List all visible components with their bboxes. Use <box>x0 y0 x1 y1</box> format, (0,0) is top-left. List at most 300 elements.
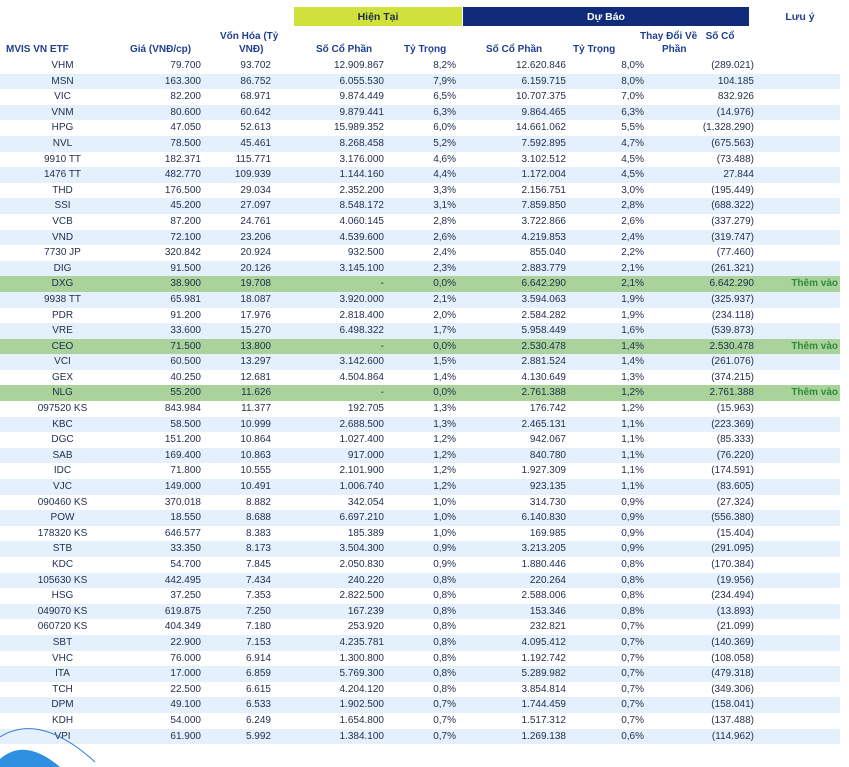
cell-price: 49.100 <box>125 697 205 713</box>
cell-note <box>758 74 840 90</box>
cell-shares-current: 15.989.352 <box>333 122 384 134</box>
cell-share-change: 2.530.478 <box>648 339 758 355</box>
cell-weight-forecast: 1,1% <box>570 448 648 464</box>
cell-share-change: (349.306) <box>711 683 754 695</box>
cell-weight-current: 1,3% <box>433 403 456 415</box>
cell-note <box>758 448 840 464</box>
cell-market-cap: 7.250 <box>205 604 275 620</box>
cell-shares-current: 8.548.172 <box>275 198 388 214</box>
cell-ticker: SBT <box>0 635 125 651</box>
cell-shares-current: 342.054 <box>347 496 384 508</box>
cell-note <box>758 214 840 230</box>
cell-note <box>758 604 840 620</box>
cell-weight-forecast: 5,5% <box>621 122 644 134</box>
cell-share-change: (261.076) <box>648 354 758 370</box>
cell-note <box>758 89 840 105</box>
table-row <box>0 74 840 90</box>
cell-market-cap: 45.461 <box>205 136 275 152</box>
cell-price: 82.200 <box>170 91 201 103</box>
cell-shares-current: 932.500 <box>347 247 384 259</box>
cell-weight-current: 3,3% <box>433 184 456 196</box>
cell-shares-current: 3.145.100 <box>275 261 388 277</box>
cell-ticker: 090460 KS <box>37 496 88 508</box>
cell-shares-forecast: 12.620.846 <box>515 60 566 71</box>
cell-share-change: (76.220) <box>648 448 758 464</box>
cell-weight-forecast: 0,7% <box>570 697 648 713</box>
cell-price: 54.000 <box>170 714 201 726</box>
cell-weight-current: 0,8% <box>388 573 460 589</box>
cell-shares-current: - <box>275 385 388 401</box>
cell-note <box>758 573 840 589</box>
cell-shares-forecast: 2.881.524 <box>460 354 570 370</box>
cell-weight-forecast: 0,9% <box>621 527 644 539</box>
cell-ticker: 7730 JP <box>44 247 81 259</box>
cell-share-change: (21.099) <box>716 621 754 633</box>
cell-ticker: POW <box>0 510 125 526</box>
cell-ticker: 060720 KS <box>37 621 88 633</box>
table-row <box>0 261 840 277</box>
cell-shares-forecast: 3.594.063 <box>460 292 570 308</box>
cell-shares-current: 8.268.458 <box>275 136 388 152</box>
cell-market-cap: 68.971 <box>240 91 271 103</box>
col-cap-line2: VNĐ) <box>239 44 264 55</box>
cell-market-cap: 15.270 <box>205 323 275 339</box>
cell-note <box>758 370 840 386</box>
cell-shares-current: 2.352.200 <box>339 184 384 196</box>
forecast-group-header: Dự Báo <box>463 7 749 26</box>
cell-note: Thêm vào <box>758 276 840 292</box>
cell-ticker: KDH <box>51 714 74 726</box>
cell-weight-forecast: 6,3% <box>570 105 648 121</box>
cell-note <box>758 401 840 417</box>
table-row <box>0 230 840 246</box>
cell-weight-forecast: 1,2% <box>621 403 644 415</box>
cell-share-change: (73.488) <box>716 153 754 165</box>
cell-weight-forecast: 3,0% <box>621 184 644 196</box>
cell-weight-current: 3,1% <box>388 198 460 214</box>
table-row <box>0 463 840 479</box>
cell-shares-forecast: 2.465.131 <box>460 417 570 433</box>
cell-share-change: 27.844 <box>648 167 758 183</box>
cell-share-change: (337.279) <box>711 215 754 227</box>
cell-weight-forecast: 8,0% <box>570 74 648 90</box>
cell-market-cap: 7.153 <box>205 635 275 651</box>
cell-shares-current: 917.000 <box>275 448 388 464</box>
cell-weight-forecast: 0,8% <box>621 559 644 570</box>
cell-weight-current: 0,8% <box>388 666 460 682</box>
cell-shares-current: 3.920.000 <box>275 292 388 308</box>
cell-market-cap: 19.708 <box>205 276 275 292</box>
cell-share-change: (291.095) <box>648 541 758 557</box>
cell-market-cap: 11.626 <box>205 385 275 401</box>
col-cap-line1: Vốn Hóa (Tỷ <box>220 31 279 42</box>
cell-weight-forecast: 1,1% <box>621 434 644 446</box>
cell-shares-current: 6.697.210 <box>275 510 388 526</box>
cell-note: Thêm vào <box>758 339 840 355</box>
cell-note <box>758 292 840 308</box>
cell-ticker: HSG <box>51 590 74 602</box>
cell-weight-forecast: 0,7% <box>621 652 644 664</box>
cell-note <box>758 682 840 698</box>
cell-weight-forecast: 0,7% <box>621 714 644 726</box>
cell-shares-current: 4.539.600 <box>275 230 388 246</box>
note-group-header: Lưu ý <box>785 10 815 23</box>
cell-ticker: GEX <box>51 371 74 383</box>
col-shares-now: Số Cổ Phần <box>316 44 373 55</box>
cell-weight-forecast: 1,6% <box>570 323 648 339</box>
cell-market-cap: 24.761 <box>240 215 271 227</box>
cell-weight-forecast: 7,0% <box>621 91 644 103</box>
cell-weight-current: 2,8% <box>433 215 456 227</box>
cell-price: 169.400 <box>125 448 205 464</box>
cell-price: 38.900 <box>125 276 205 292</box>
cell-shares-current: 3.176.000 <box>339 153 384 165</box>
cell-ticker: KDC <box>51 559 74 570</box>
cell-price: 72.100 <box>125 230 205 246</box>
cell-weight-current: 8,2% <box>433 60 456 71</box>
cell-weight-forecast: 0,7% <box>621 621 644 633</box>
cell-weight-forecast: 1,4% <box>570 339 648 355</box>
cell-shares-current: - <box>275 339 388 355</box>
cell-weight-current: 1,0% <box>433 527 456 539</box>
cell-price: 71.800 <box>170 465 201 477</box>
table-row <box>0 729 840 745</box>
cell-shares-current: 1.006.740 <box>275 479 388 495</box>
cell-shares-forecast: 855.040 <box>529 247 566 259</box>
cell-market-cap: 10.999 <box>205 417 275 433</box>
cell-ticker: ITA <box>0 666 125 682</box>
table-row <box>0 635 840 651</box>
cell-note <box>758 651 840 667</box>
cell-shares-forecast: 2.156.751 <box>521 184 566 196</box>
cell-shares-current: 185.389 <box>347 527 384 539</box>
table-row <box>0 495 840 511</box>
table-row <box>0 573 840 589</box>
cell-shares-forecast: 2.584.282 <box>521 309 566 321</box>
cell-market-cap: 115.771 <box>235 153 271 165</box>
cell-share-change: (19.956) <box>648 573 758 589</box>
cell-ticker: THD <box>52 184 73 196</box>
cell-ticker: NVL <box>0 136 125 152</box>
cell-share-change: (1.328.290) <box>702 122 754 134</box>
cell-price: 18.550 <box>125 510 205 526</box>
cell-ticker: KBC <box>0 417 125 433</box>
cell-weight-current: 1,2% <box>433 465 456 477</box>
cell-price: 320.842 <box>164 247 201 259</box>
cell-shares-forecast: 3.102.512 <box>521 153 566 165</box>
cell-price: 17.000 <box>125 666 205 682</box>
cell-ticker: DPM <box>0 697 125 713</box>
cell-shares-forecast: 6.642.290 <box>460 276 570 292</box>
col-ticker: MVIS VN ETF <box>6 44 69 55</box>
cell-weight-current: 0,8% <box>388 635 460 651</box>
cell-shares-forecast: 153.346 <box>460 604 570 620</box>
cell-share-change: (108.058) <box>711 652 754 664</box>
cell-shares-forecast: 2.761.388 <box>460 385 570 401</box>
cell-market-cap: 10.491 <box>205 479 275 495</box>
cell-weight-forecast: 1,1% <box>621 465 644 477</box>
cell-share-change: (77.460) <box>716 247 754 259</box>
cell-ticker: DGC <box>51 434 74 446</box>
cell-price: 91.500 <box>125 261 205 277</box>
cell-market-cap: 29.034 <box>240 184 271 196</box>
table-row <box>0 136 840 152</box>
cell-shares-current: 2.101.900 <box>339 465 384 477</box>
cell-ticker: 097520 KS <box>37 403 88 415</box>
cell-shares-forecast: 169.985 <box>529 527 566 539</box>
cell-ticker: DXG <box>0 276 125 292</box>
table-row <box>0 557 840 573</box>
cell-share-change: (325.937) <box>648 292 758 308</box>
table-row <box>0 89 840 105</box>
cell-shares-forecast: 2.883.779 <box>460 261 570 277</box>
cell-weight-forecast: 0,7% <box>621 683 644 695</box>
cell-note <box>758 541 840 557</box>
cell-ticker: VHM <box>51 60 74 71</box>
table-row <box>0 198 840 214</box>
cell-weight-current: 5,2% <box>388 136 460 152</box>
col-price: Giá (VNĐ/cp) <box>130 44 192 55</box>
table-row <box>0 385 840 401</box>
cell-note <box>758 136 840 152</box>
cell-ticker: SAB <box>0 448 125 464</box>
cell-market-cap: 7.180 <box>245 621 271 633</box>
cell-price: 442.495 <box>125 573 205 589</box>
cell-note <box>758 495 840 511</box>
cell-shares-forecast: 2.530.478 <box>460 339 570 355</box>
cell-weight-current: 2,0% <box>433 309 456 321</box>
cell-market-cap: 7.845 <box>245 559 271 570</box>
cell-weight-current: 1,7% <box>388 323 460 339</box>
cell-ticker: VND <box>0 230 125 246</box>
table-row <box>0 120 840 136</box>
current-group-header: Hiện Tại <box>294 7 462 26</box>
cell-share-change: (319.747) <box>648 230 758 246</box>
cell-shares-current: 253.920 <box>347 621 384 633</box>
cell-share-change: (137.488) <box>711 714 754 726</box>
cell-weight-forecast: 1,4% <box>570 354 648 370</box>
col-shares-forecast: Số Cổ Phần <box>486 44 543 55</box>
cell-weight-forecast: 1,9% <box>621 309 644 321</box>
cell-share-change: (15.963) <box>716 403 754 415</box>
cell-weight-current: 0,9% <box>433 559 456 570</box>
cell-note <box>758 666 840 682</box>
cell-weight-current: 4,4% <box>388 167 460 183</box>
cell-share-change: (539.873) <box>648 323 758 339</box>
cell-weight-current: 6,5% <box>433 91 456 103</box>
cell-share-change: 832.926 <box>717 91 754 103</box>
cell-weight-current: 4,6% <box>433 153 456 165</box>
cell-shares-forecast: 1.269.138 <box>460 729 570 745</box>
table-row <box>0 183 840 199</box>
cell-note <box>758 526 840 542</box>
cell-shares-current: 192.705 <box>347 403 384 415</box>
cell-shares-current: 1.654.800 <box>339 714 384 726</box>
cell-market-cap: 18.087 <box>205 292 275 308</box>
cell-shares-current: 1.144.160 <box>275 167 388 183</box>
cell-weight-forecast: 0,6% <box>570 729 648 745</box>
cell-price: 163.300 <box>125 74 205 90</box>
cell-weight-forecast: 1,1% <box>570 417 648 433</box>
cell-weight-forecast: 0,9% <box>570 541 648 557</box>
cell-note <box>758 120 840 136</box>
cell-weight-current: 0,0% <box>388 339 460 355</box>
cell-price: 646.577 <box>164 527 201 539</box>
cell-ticker: 178320 KS <box>37 527 88 539</box>
cell-note <box>758 354 840 370</box>
cell-weight-forecast: 0,7% <box>570 666 648 682</box>
cell-shares-forecast: 1.172.004 <box>460 167 570 183</box>
cell-shares-forecast: 1.192.742 <box>521 652 566 664</box>
table-row <box>0 448 840 464</box>
table-row <box>0 276 840 292</box>
cell-shares-current: - <box>275 276 388 292</box>
cell-shares-forecast: 314.730 <box>529 496 566 508</box>
cell-weight-current: 0,7% <box>388 729 460 745</box>
cell-shares-forecast: 1.744.459 <box>460 697 570 713</box>
cell-weight-current: 7,9% <box>388 74 460 90</box>
cell-shares-current: 4.204.120 <box>339 683 384 695</box>
cell-price: 151.200 <box>164 434 201 446</box>
cell-price: 843.984 <box>164 403 201 415</box>
cell-note <box>758 557 840 573</box>
cell-market-cap: 6.615 <box>245 683 271 695</box>
cell-market-cap: 5.992 <box>205 729 275 745</box>
col-change-line1: Thay Đổi Về Số Cổ <box>640 31 735 42</box>
cell-shares-forecast: 9.864.465 <box>460 105 570 121</box>
decorative-swoosh <box>0 707 120 767</box>
cell-weight-current: 1,2% <box>388 448 460 464</box>
cell-share-change: (158.041) <box>648 697 758 713</box>
cell-market-cap: 60.642 <box>205 105 275 121</box>
cell-shares-forecast: 840.780 <box>460 448 570 464</box>
cell-note <box>758 619 840 635</box>
cell-weight-current: 1,0% <box>388 510 460 526</box>
table-row <box>0 713 840 729</box>
cell-ticker: VNM <box>0 105 125 121</box>
cell-ticker: DIG <box>0 261 125 277</box>
cell-share-change: (13.893) <box>648 604 758 620</box>
cell-share-change: (140.369) <box>648 635 758 651</box>
cell-note <box>758 198 840 214</box>
cell-shares-forecast: 232.821 <box>529 621 566 633</box>
cell-shares-current: 2.050.830 <box>339 559 384 570</box>
cell-shares-current: 4.504.864 <box>339 371 384 383</box>
cell-share-change: (234.494) <box>711 590 754 602</box>
cell-ticker: SSI <box>0 198 125 214</box>
cell-shares-forecast: 2.588.006 <box>521 590 566 602</box>
cell-note <box>758 417 840 433</box>
table-row <box>0 245 840 261</box>
cell-weight-forecast: 2,2% <box>621 247 644 259</box>
cell-weight-forecast: 1,1% <box>570 479 648 495</box>
cell-market-cap: 109.939 <box>205 167 275 183</box>
cell-share-change: (15.404) <box>716 527 754 539</box>
cell-price: 60.500 <box>125 354 205 370</box>
cell-market-cap: 86.752 <box>205 74 275 90</box>
cell-note <box>758 510 840 526</box>
cell-shares-forecast: 1.880.446 <box>521 559 566 570</box>
cell-shares-forecast: 7.859.850 <box>460 198 570 214</box>
cell-market-cap: 8.383 <box>245 527 271 539</box>
table-row <box>0 510 840 526</box>
cell-price: 37.250 <box>170 590 201 602</box>
cell-weight-current: 6,0% <box>433 122 456 134</box>
table-row <box>0 682 840 698</box>
cell-shares-forecast: 220.264 <box>460 573 570 589</box>
cell-ticker: HPG <box>51 122 74 134</box>
table-row <box>0 58 840 74</box>
cell-ticker: VCB <box>52 215 73 227</box>
cell-ticker: VHC <box>51 652 74 664</box>
cell-weight-current: 2,4% <box>433 247 456 259</box>
cell-ticker: NLG <box>0 385 125 401</box>
cell-weight-current: 0,8% <box>433 621 456 633</box>
cell-share-change: (14.976) <box>648 105 758 121</box>
cell-note <box>758 729 840 745</box>
cell-share-change: 6.642.290 <box>648 276 758 292</box>
cell-price: 370.018 <box>164 496 201 508</box>
cell-shares-current: 1.902.500 <box>275 697 388 713</box>
cell-note <box>758 167 840 183</box>
cell-shares-current: 12.909.867 <box>333 60 384 71</box>
cell-weight-forecast: 0,8% <box>570 604 648 620</box>
cell-share-change: (114.962) <box>648 729 758 745</box>
cell-ticker: 049070 KS <box>0 604 125 620</box>
cell-shares-current: 2.818.400 <box>339 309 384 321</box>
cell-shares-forecast: 5.289.982 <box>460 666 570 682</box>
cell-weight-forecast: 0,8% <box>570 573 648 589</box>
cell-market-cap: 6.533 <box>205 697 275 713</box>
cell-shares-forecast: 4.095.412 <box>460 635 570 651</box>
cell-weight-current: 0,8% <box>433 683 456 695</box>
cell-weight-forecast: 0,9% <box>570 510 648 526</box>
cell-shares-forecast: 923.135 <box>460 479 570 495</box>
cell-note <box>758 432 840 448</box>
cell-weight-forecast: 2,4% <box>570 230 648 246</box>
cell-shares-current: 1.384.100 <box>275 729 388 745</box>
table-row <box>0 167 840 183</box>
cell-weight-current: 0,9% <box>388 541 460 557</box>
table-row <box>0 152 840 168</box>
cell-weight-current: 0,8% <box>433 652 456 664</box>
table-row <box>0 308 840 324</box>
cell-share-change: (27.324) <box>716 496 754 508</box>
table-row <box>0 214 840 230</box>
table-row <box>0 697 840 713</box>
cell-note <box>758 697 840 713</box>
cell-price: 619.875 <box>125 604 205 620</box>
cell-market-cap: 23.206 <box>205 230 275 246</box>
cell-ticker: VIC <box>54 91 71 103</box>
cell-note: Thêm vào <box>758 385 840 401</box>
cell-weight-current: 0,7% <box>388 697 460 713</box>
cell-shares-forecast: 1.517.312 <box>521 714 566 726</box>
cell-price: 176.500 <box>164 184 201 196</box>
cell-weight-forecast: 0,8% <box>621 590 644 602</box>
cell-share-change: (374.215) <box>711 371 754 383</box>
cell-market-cap: 10.864 <box>240 434 271 446</box>
cell-price: 47.050 <box>170 122 201 134</box>
cell-price: 87.200 <box>170 215 201 227</box>
table-row <box>0 105 840 121</box>
table-row <box>0 339 840 355</box>
cell-weight-current: 6,3% <box>388 105 460 121</box>
cell-note <box>758 479 840 495</box>
cell-share-change: (234.118) <box>711 309 754 321</box>
cell-weight-current: 0,8% <box>433 590 456 602</box>
table-row <box>0 417 840 433</box>
